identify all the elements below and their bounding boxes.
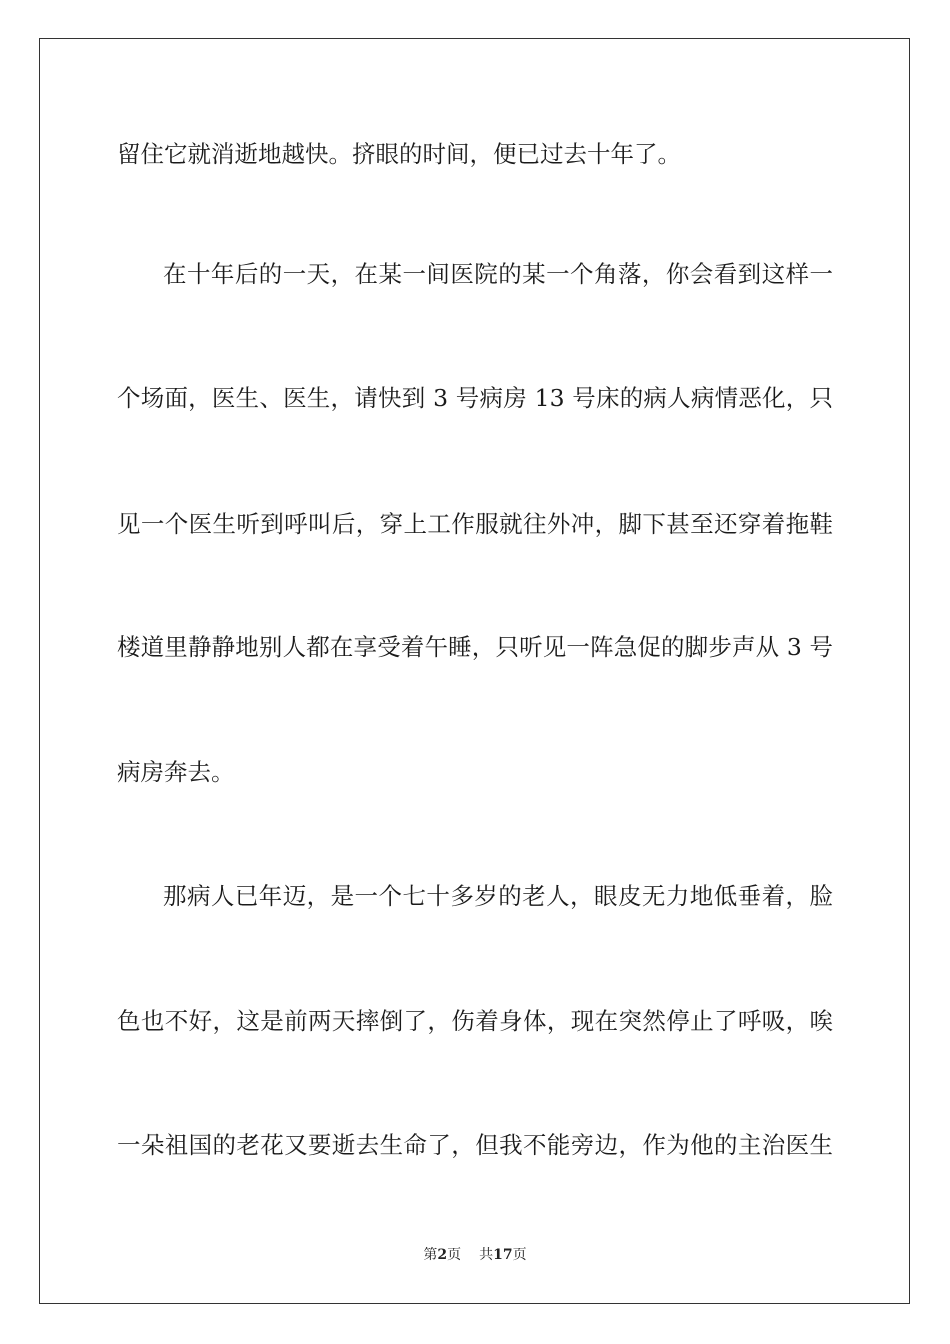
text-line-1: 留住它就消逝地越快。挤眼的时间，便已过去十年了。 xyxy=(117,140,681,168)
text-line-2: 在十年后的一天，在某一间医院的某一个角落，你会看到这样一 xyxy=(163,260,833,288)
text-line-3: 个场面，医生、医生，请快到 3 号病房 13 号床的病人病情恶化，只 xyxy=(117,384,833,412)
text-line-8: 色也不好，这是前两天摔倒了，伤着身体，现在突然停止了呼吸，唉 xyxy=(117,1007,833,1035)
page-prefix: 第 xyxy=(423,1247,438,1263)
text-line-6: 病房奔去。 xyxy=(117,758,235,786)
total-pages: 17 xyxy=(493,1247,513,1263)
total-prefix: 共 xyxy=(479,1247,494,1263)
text-line-5: 楼道里静静地别人都在享受着午睡，只听见一阵急促的脚步声从 3 号 xyxy=(117,633,833,661)
page-footer xyxy=(0,1244,950,1264)
page-number: 2 xyxy=(437,1247,448,1263)
text-line-9: 一朵祖国的老花又要逝去生命了，但我不能旁边，作为他的主治医生 xyxy=(117,1131,833,1159)
text-line-7: 那病人已年迈，是一个七十多岁的老人，眼皮无力地低垂着，脸 xyxy=(163,882,833,910)
text-line-4: 见一个医生听到呼叫后，穿上工作服就往外冲，脚下甚至还穿着拖鞋 xyxy=(117,510,833,538)
total-suffix: 页 xyxy=(512,1247,527,1263)
page-border xyxy=(39,38,910,1304)
page-suffix: 页 xyxy=(447,1247,462,1263)
